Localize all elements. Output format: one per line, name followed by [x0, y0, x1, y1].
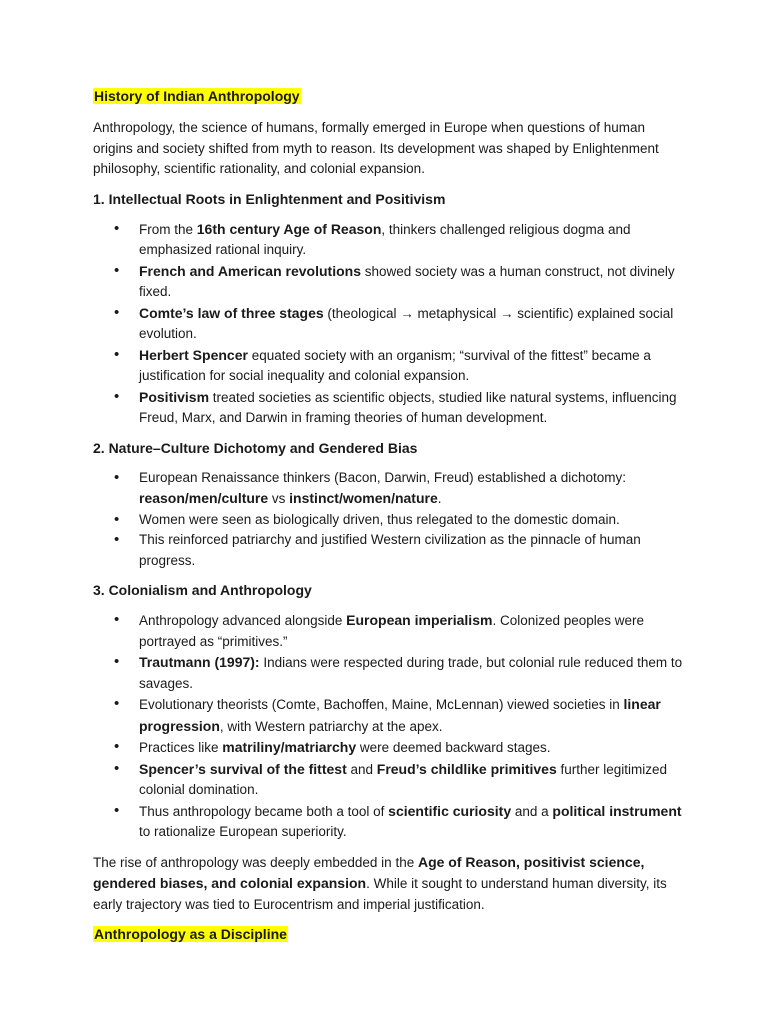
list-item: • French and American revolutions showed society was a human construct, not divinely fixed. [93, 261, 685, 303]
section-3-list [93, 610, 685, 843]
list-item: • Practices like matriliny/matriarchy were deemed backward stages. [93, 737, 685, 759]
list-item: • Anthropology advanced alongside European imperialism. Colonized peoples were portrayed as “primitives.” [93, 610, 685, 652]
document-body [93, 86, 685, 956]
section-1-heading: 1. Intellectual Roots in Enlightenment and Positivism [93, 190, 446, 207]
highlighted-heading: Anthropology as a Discipline [94, 926, 287, 942]
list-item: • Comte’s law of three stages (theological → metaphysical → scientific) explained social evolution. [93, 303, 685, 345]
conclusion-paragraph: The rise of anthropology was deeply embedded in the Age of Reason, positivist science, gendered biases, and colonial expansion. While it sought to understand human diversity, its early trajectory was tied to Eurocentrism and imperial justification. [93, 853, 667, 912]
next-section-heading [93, 924, 685, 945]
intro-paragraph: Anthropology, the science of humans, formally emerged in Europe when questions of human origins and society shifted from myth to reason. Its development was shaped by Enlightenment philosophy, scientific rationality, and colonial expansion. [93, 120, 659, 176]
list-item: • Women were seen as biologically driven, thus relegated to the domestic domain. [93, 510, 685, 531]
highlighted-title: History of Indian Anthropology [94, 88, 300, 104]
section-1-list [93, 219, 685, 429]
title-heading [93, 86, 685, 107]
list-item: • Spencer’s survival of the fittest and Freud’s childlike primitives further legitimized colonial domination. [93, 759, 685, 801]
list-item: • Positivism treated societies as scientific objects, studied like natural systems, influencing Freud, Marx, and Darwin in framing theories of human development. [93, 387, 685, 429]
list-item: • Thus anthropology became both a tool of scientific curiosity and a political instrument to rationalize European superiority. [93, 801, 685, 843]
list-item: • From the 16th century Age of Reason, thinkers challenged religious dogma and emphasized rational inquiry. [93, 219, 685, 261]
list-item: • This reinforced patriarchy and justified Western civilization as the pinnacle of human progress. [93, 530, 685, 571]
section-3-heading: 3. Colonialism and Anthropology [93, 582, 312, 598]
list-item: • European Renaissance thinkers (Bacon, Darwin, Freud) established a dichotomy: reason/men/culture vs instinct/women/nature. [93, 468, 685, 510]
section-2-heading: 2. Nature–Culture Dichotomy and Gendered Bias [93, 439, 418, 456]
list-item: • Herbert Spencer equated society with an organism; “survival of the fittest” became a justification for social inequality and colonial expansion. [93, 345, 685, 387]
list-item: • Trautmann (1997): Indians were respected during trade, but colonial rule reduced them to savages. [93, 652, 685, 694]
list-item: • Evolutionary theorists (Comte, Bachoffen, Maine, McLennan) viewed societies in linear progression, with Western patriarchy at the apex. [93, 694, 685, 737]
section-2-list [93, 468, 685, 572]
